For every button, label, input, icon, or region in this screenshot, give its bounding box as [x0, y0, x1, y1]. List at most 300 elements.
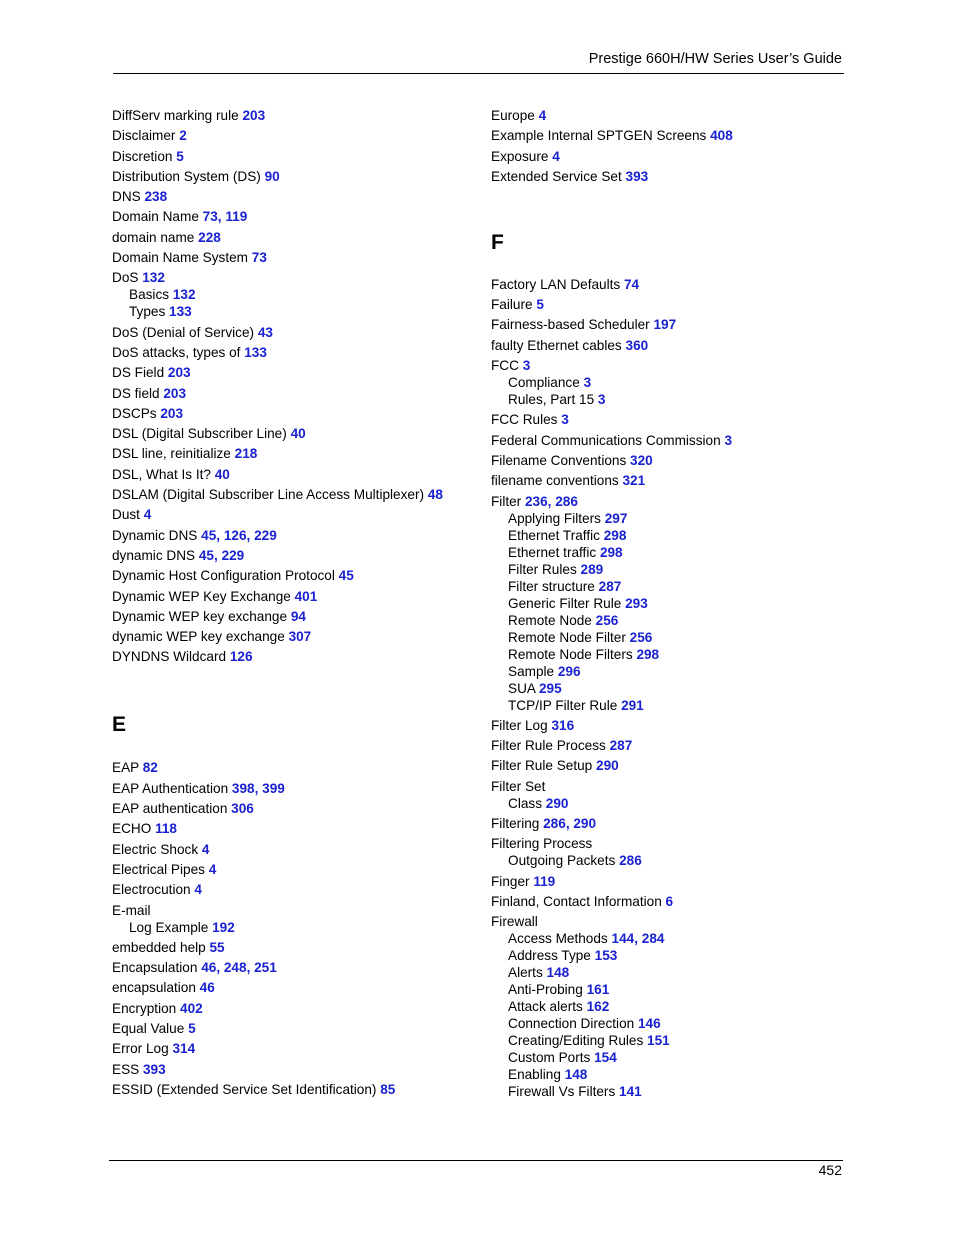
index-entry [112, 567, 482, 584]
page-link[interactable]: 401 [294, 588, 318, 604]
page-separator: , [547, 493, 556, 509]
index-entry-line [112, 445, 482, 462]
page-link[interactable]: 144 [611, 931, 635, 947]
section-letter-f: F [491, 230, 504, 254]
page-number: 452 [818, 1162, 842, 1178]
index-term: Filter Rule Process [491, 738, 610, 754]
index-entry-line [112, 127, 482, 144]
page-link[interactable]: 290 [573, 816, 597, 832]
index-term: filename conventions [491, 473, 623, 489]
index-entry [112, 841, 482, 858]
page-link[interactable]: 360 [625, 337, 649, 353]
index-term: TCP/IP Filter Rule [508, 697, 622, 713]
page-link[interactable]: 203 [163, 385, 187, 401]
index-entry [112, 148, 482, 165]
index-entry [491, 276, 861, 293]
index-subentry [491, 612, 861, 629]
index-term: dynamic DNS [112, 547, 199, 563]
page-link[interactable]: 4 [538, 108, 547, 123]
index-entry-line [112, 759, 482, 776]
page-link[interactable]: 297 [604, 510, 628, 526]
index-subentry [112, 286, 482, 303]
index-entry-line [112, 959, 482, 976]
page-link[interactable]: 132 [172, 287, 196, 303]
page-separator: , [246, 527, 255, 543]
page-link[interactable]: 398 [231, 780, 255, 796]
index-entry-line [112, 861, 482, 878]
page-link[interactable]: 45 [198, 547, 214, 563]
index-term: Compliance [508, 375, 584, 391]
index-entry-line [491, 835, 861, 852]
page-link[interactable]: 3 [583, 375, 592, 391]
page-link[interactable]: 74 [623, 276, 640, 292]
index-term: Filter [491, 493, 525, 509]
page-separator: , [216, 960, 224, 976]
index-entry [112, 405, 482, 422]
page-link[interactable]: 393 [142, 1061, 166, 1077]
page-link[interactable]: 48 [427, 487, 443, 503]
page-link[interactable]: 298 [599, 544, 623, 560]
index-subentry [112, 919, 482, 936]
page-link[interactable]: 6 [665, 893, 674, 909]
page-link[interactable]: 286 [555, 493, 578, 509]
page-separator: , [216, 527, 224, 543]
index-entry [491, 717, 861, 734]
index-term: Encapsulation [112, 960, 202, 976]
page-link[interactable]: 307 [288, 629, 312, 645]
index-subentry [491, 578, 861, 595]
index-term: FCC Rules [491, 412, 562, 428]
page-link[interactable]: 238 [144, 189, 168, 205]
page-link[interactable]: 218 [234, 446, 258, 462]
index-entry-line [112, 466, 482, 483]
page-link[interactable]: 154 [594, 1050, 617, 1066]
index-term: DiffServ marking rule [112, 108, 243, 123]
index-entry-line [112, 1061, 482, 1078]
index-entry [491, 893, 861, 910]
index-entry-line [112, 405, 482, 422]
page-link[interactable]: 4 [194, 882, 202, 898]
page-link[interactable]: 203 [242, 108, 266, 123]
index-entry [491, 107, 861, 124]
index-term: Dust [112, 507, 144, 523]
page-link[interactable]: 90 [264, 168, 280, 184]
page-link[interactable]: 203 [160, 405, 184, 421]
page-separator: , [214, 547, 222, 563]
page-link[interactable]: 236 [524, 493, 548, 509]
page-link[interactable]: 306 [231, 801, 254, 817]
index-term: DNS [112, 189, 145, 205]
index-entry [112, 486, 482, 503]
index-term: Remote Node [508, 612, 596, 628]
index-entry-line [112, 249, 482, 266]
page-link[interactable]: 290 [596, 758, 619, 774]
index-subentry [112, 303, 482, 320]
index-term: EAP Authentication [112, 780, 232, 796]
page-link[interactable]: 289 [580, 561, 604, 577]
index-subentry [491, 561, 861, 578]
page-link[interactable]: 287 [609, 738, 633, 754]
index-term: ECHO [112, 821, 156, 837]
page-link[interactable]: 5 [188, 1020, 196, 1036]
index-entry-line [112, 939, 482, 956]
page-link[interactable]: 192 [212, 919, 235, 935]
index-term: Error Log [112, 1041, 173, 1057]
page-link[interactable]: 146 [637, 1016, 661, 1032]
index-term: DSL, What Is It? [112, 466, 215, 482]
index-entry-line [112, 486, 482, 503]
page-link[interactable]: 126 [223, 527, 247, 543]
index-term: embedded help [112, 939, 210, 955]
index-term: DoS [112, 270, 143, 286]
index-term: Filter Log [491, 717, 552, 733]
index-term: Custom Ports [508, 1050, 595, 1066]
index-term: Outgoing Packets [508, 853, 620, 869]
index-list [491, 276, 861, 1100]
page-link[interactable]: 4 [143, 507, 152, 523]
document-title: Prestige 660H/HW Series User’s Guide [588, 51, 842, 67]
index-entry-line [112, 902, 482, 919]
index-entry-line [491, 357, 861, 374]
index-subentry [491, 697, 861, 714]
index-entry-line [112, 208, 482, 225]
page-link[interactable]: 46 [199, 980, 215, 996]
index-subentry [491, 1066, 861, 1083]
index-term: Electrical Pipes [112, 861, 209, 877]
index-entry-line [112, 628, 482, 645]
page-link[interactable]: 248 [223, 960, 247, 976]
index-term: EAP authentication [112, 801, 232, 817]
index-entry [112, 344, 482, 361]
index-term: Finger [491, 873, 534, 889]
index-term: domain name [112, 229, 199, 245]
index-term: Equal Value [112, 1020, 189, 1036]
page-link[interactable]: 126 [229, 649, 253, 665]
page-link[interactable]: 3 [522, 358, 531, 374]
index-entry [491, 148, 861, 165]
page-link[interactable]: 162 [586, 999, 610, 1015]
index-subentry [491, 1032, 861, 1049]
index-entry-line [491, 411, 861, 428]
page-link[interactable]: 290 [545, 795, 569, 811]
index-entry [491, 873, 861, 890]
index-entry [112, 208, 482, 225]
index-entry-line [112, 168, 482, 185]
page-link[interactable]: 55 [209, 939, 225, 955]
index-subentry [491, 998, 861, 1015]
index-subentry [491, 947, 861, 964]
page-link[interactable]: 287 [598, 578, 622, 594]
index-entry-line [112, 364, 482, 381]
page-link[interactable]: 321 [622, 473, 646, 489]
index-entry [112, 425, 482, 442]
index-term: Fairness-based Scheduler [491, 317, 654, 333]
index-term: Remote Node Filter [508, 629, 630, 645]
index-entry-line [112, 506, 482, 523]
index-term: DoS attacks, types of [112, 344, 245, 360]
index-term: Domain Name System [112, 250, 252, 266]
page-link[interactable]: 314 [172, 1041, 196, 1057]
index-term: ESS [112, 1061, 143, 1077]
page-link[interactable]: 141 [619, 1084, 642, 1100]
page-link[interactable]: 4 [208, 861, 217, 877]
page-link[interactable]: 298 [636, 646, 660, 662]
index-entry [112, 466, 482, 483]
page-separator: , [565, 816, 574, 832]
index-term: Filter Rule Setup [491, 758, 597, 774]
index-entry [112, 249, 482, 266]
index-term: Dynamic WEP Key Exchange [112, 588, 295, 604]
index-term: Dynamic Host Configuration Protocol [112, 568, 339, 584]
page-link[interactable]: 132 [142, 270, 165, 286]
index-term: Ethernet traffic [508, 544, 600, 560]
page-link[interactable]: 45 [338, 568, 354, 584]
index-column-left [112, 107, 482, 1101]
index-term: Remote Node Filters [508, 646, 637, 662]
page-link[interactable]: 148 [546, 965, 570, 981]
page-link[interactable]: 296 [557, 663, 581, 679]
index-term: Class [508, 795, 546, 811]
index-entry-line [112, 780, 482, 797]
page-link[interactable]: 5 [176, 148, 184, 164]
page-link[interactable]: 94 [290, 608, 306, 624]
index-term: DSL line, reinitialize [112, 446, 235, 462]
index-entry-line [491, 452, 861, 469]
index-subentry [491, 1015, 861, 1032]
index-term: Filter Set [491, 778, 546, 794]
page-link[interactable]: 85 [380, 1081, 396, 1097]
index-entry-line [112, 841, 482, 858]
index-term: Types [129, 304, 170, 320]
index-term: Attack alerts [508, 999, 587, 1015]
page-link[interactable]: 43 [257, 324, 273, 340]
index-entry [112, 364, 482, 381]
page-link[interactable]: 161 [586, 982, 610, 998]
index-entry [112, 959, 482, 976]
index-list [112, 759, 482, 1097]
index-entry [112, 324, 482, 341]
page-link[interactable]: 133 [244, 344, 267, 360]
index-entry [112, 1000, 482, 1017]
page-link[interactable]: 3 [724, 432, 732, 448]
page-link[interactable]: 256 [595, 612, 619, 628]
index-term: Encryption [112, 1000, 181, 1016]
index-entry-line [112, 1020, 482, 1037]
index-entry [112, 1081, 482, 1098]
index-term: Sample [508, 663, 558, 679]
index-entry [491, 757, 861, 774]
page-link[interactable]: 40 [290, 426, 306, 442]
page-link[interactable]: 119 [225, 209, 248, 225]
index-term: Disclaimer [112, 128, 180, 144]
index-subentry [491, 1083, 861, 1100]
index-entry-line [112, 107, 482, 124]
page-link[interactable]: 45 [201, 527, 217, 543]
index-entry [112, 527, 482, 544]
index-term: Example Internal SPTGEN Screens [491, 128, 711, 144]
index-entry [112, 107, 482, 124]
index-subentry [491, 795, 861, 812]
footer-rule [109, 1160, 843, 1161]
index-term: Domain Name [112, 209, 203, 225]
index-entry-line [491, 127, 861, 144]
page-link[interactable]: 286 [619, 853, 642, 869]
index-term: Europe [491, 108, 539, 123]
page-link[interactable]: 4 [201, 841, 210, 857]
index-term: Rules, Part 15 [508, 392, 598, 408]
index-entry-line [112, 148, 482, 165]
page-link[interactable]: 251 [254, 960, 277, 976]
page-link[interactable]: 320 [630, 452, 653, 468]
index-entry [112, 861, 482, 878]
index-term: Exposure [491, 148, 553, 164]
page-link[interactable]: 393 [625, 168, 649, 184]
index-entry-line [491, 757, 861, 774]
index-term: SUA [508, 680, 539, 696]
page-link[interactable]: 298 [603, 527, 627, 543]
index-entry-line [112, 269, 482, 286]
index-term: Creating/Editing Rules [508, 1033, 648, 1049]
page-link[interactable]: 3 [597, 392, 606, 408]
page-link[interactable]: 82 [142, 760, 158, 776]
index-entry-line [112, 820, 482, 837]
index-term: Distribution System (DS) [112, 168, 265, 184]
index-entry-line [112, 385, 482, 402]
index-entry [491, 316, 861, 333]
page-link[interactable]: 4 [552, 148, 560, 164]
index-entry-line [491, 493, 861, 510]
index-term: Anti-Probing [508, 982, 587, 998]
index-entry [491, 411, 861, 428]
index-entry [112, 800, 482, 817]
index-entry-line [112, 229, 482, 246]
index-list [491, 107, 861, 185]
index-entry-line [112, 608, 482, 625]
page-link[interactable]: 229 [221, 547, 245, 563]
index-entry [112, 1040, 482, 1057]
index-entry [491, 452, 861, 469]
page-link[interactable]: 402 [180, 1000, 203, 1016]
index-entry [112, 759, 482, 776]
page-link[interactable]: 119 [533, 873, 556, 889]
page-link[interactable]: 3 [561, 412, 569, 428]
index-entry [112, 979, 482, 996]
index-entry-line [491, 815, 861, 832]
index-term: DS Field [112, 365, 168, 381]
index-subentry [491, 1049, 861, 1066]
page-link[interactable]: 5 [536, 297, 544, 313]
page-link[interactable]: 408 [710, 128, 733, 144]
index-entry-line [491, 316, 861, 333]
page-link[interactable]: 293 [625, 595, 648, 611]
index-entry-line [112, 1000, 482, 1017]
index-term: DoS (Denial of Service) [112, 324, 258, 340]
index-term: EAP [112, 760, 143, 776]
page-link[interactable]: 256 [629, 629, 653, 645]
page-link[interactable]: 284 [641, 931, 665, 947]
page-link[interactable]: 399 [262, 780, 285, 796]
index-subentry [491, 527, 861, 544]
index-term: Discretion [112, 148, 177, 164]
index-term: DSL (Digital Subscriber Line) [112, 426, 291, 442]
index-entry [112, 648, 482, 665]
index-term: Extended Service Set [491, 168, 626, 184]
index-entry-line [491, 893, 861, 910]
page-separator: , [634, 931, 642, 947]
page-link[interactable]: 291 [621, 697, 644, 713]
index-term: E-mail [112, 902, 151, 918]
index-entry [112, 780, 482, 797]
page-link[interactable]: 286 [543, 816, 566, 832]
index-entry-line [112, 1081, 482, 1098]
page-link[interactable]: 46 [201, 960, 217, 976]
page-link[interactable]: 133 [169, 304, 192, 320]
index-entry [491, 168, 861, 185]
index-entry-line [491, 296, 861, 313]
index-term: Log Example [129, 919, 213, 935]
page-link[interactable]: 73 [251, 250, 267, 266]
index-entry-line [491, 778, 861, 795]
index-term: Alerts [508, 965, 547, 981]
page-link[interactable]: 203 [167, 365, 191, 381]
page-link[interactable]: 151 [647, 1033, 670, 1049]
index-subentry [491, 510, 861, 527]
index-entry [112, 547, 482, 564]
section-letter-e: E [112, 713, 127, 737]
index-entry-line [112, 979, 482, 996]
page-link[interactable]: 295 [538, 680, 562, 696]
page-link[interactable]: 197 [653, 317, 677, 333]
index-entry [112, 628, 482, 645]
index-entry [112, 506, 482, 523]
index-term: Generic Filter Rule [508, 595, 626, 611]
page-link[interactable]: 153 [594, 948, 618, 964]
page-link[interactable]: 228 [198, 229, 221, 245]
page-link[interactable]: 73 [202, 209, 218, 225]
index-subentry [491, 646, 861, 663]
index-term: Connection Direction [508, 1016, 638, 1032]
index-entry [112, 385, 482, 402]
index-term: Filter structure [508, 578, 599, 594]
index-term: dynamic WEP key exchange [112, 629, 289, 645]
index-entry [112, 820, 482, 837]
index-subentry [491, 964, 861, 981]
index-entry-line [112, 425, 482, 442]
index-term: Basics [129, 287, 173, 303]
page-link[interactable]: 2 [179, 128, 187, 144]
index-subentry [491, 930, 861, 947]
page-separator: , [254, 780, 263, 796]
index-subentry [491, 981, 861, 998]
index-term: DSCPs [112, 405, 161, 421]
index-entry [491, 815, 861, 832]
page-link[interactable]: 229 [254, 527, 277, 543]
index-list [112, 107, 482, 665]
index-subentry [491, 680, 861, 697]
index-term: Firewall [491, 914, 538, 930]
index-column-right [491, 107, 861, 1104]
page-link[interactable]: 316 [551, 717, 575, 733]
index-entry [112, 445, 482, 462]
page-link[interactable]: 118 [155, 821, 177, 837]
page-link[interactable]: 40 [214, 466, 230, 482]
index-entry [112, 188, 482, 205]
index-term: DSLAM (Digital Subscriber Line Access Multiplexer) [112, 487, 428, 503]
index-entry [112, 588, 482, 605]
page-link[interactable]: 148 [564, 1067, 588, 1083]
index-term: Filtering [491, 816, 544, 832]
index-subentry [491, 391, 861, 408]
